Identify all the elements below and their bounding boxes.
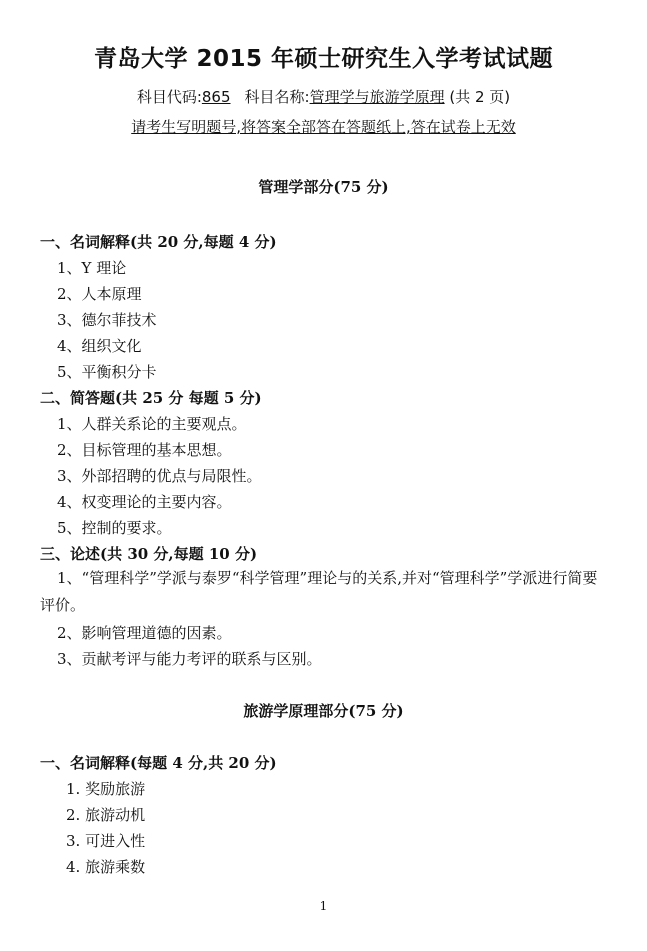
list-item: 3、外部招聘的优点与局限性。 <box>57 467 262 485</box>
list-item: 2、目标管理的基本思想。 <box>57 441 232 459</box>
exam-title: 青岛大学 2015 年硕士研究生入学考试试题 <box>93 46 554 72</box>
list-item: 3、德尔菲技术 <box>57 311 157 329</box>
subject-code-label: 科目代码: <box>136 88 202 106</box>
list-item: 5、控制的要求。 <box>57 519 172 537</box>
list-item: 1、Y 理论 <box>57 259 127 277</box>
list-item: 3、贡献考评与能力考评的联系与区别。 <box>57 650 322 668</box>
question-heading-short-answer: 二、简答题(共 25 分 每题 5 分) <box>40 389 262 407</box>
list-item: 2、影响管理道德的因素。 <box>57 624 232 642</box>
section-title-tourism: 旅游学原理部分(75 分) <box>243 702 404 720</box>
subject-name: 管理学与旅游学原理 <box>309 88 445 106</box>
list-item: 4、权变理论的主要内容。 <box>57 493 232 511</box>
list-item: 4. 旅游乘数 <box>66 858 146 876</box>
subject-code: 865 <box>201 88 231 106</box>
page-count: (共 2 页) <box>449 88 511 106</box>
list-item: 1、人群关系论的主要观点。 <box>57 415 247 433</box>
list-item: 2、人本原理 <box>57 285 142 303</box>
subject-line <box>0 86 647 107</box>
list-item: 5、平衡积分卡 <box>57 363 157 381</box>
exam-notice: 请考生写明题号,将答案全部答在答题纸上,答在试卷上无效 <box>131 118 516 136</box>
list-item: 1. 奖励旅游 <box>66 780 146 798</box>
section-title-management: 管理学部分(75 分) <box>258 178 389 196</box>
subject-name-label: 科目名称: <box>244 88 310 106</box>
list-item: 3. 可进入性 <box>66 832 146 850</box>
list-item: 2. 旅游动机 <box>66 806 146 824</box>
question-heading-essay: 三、论述(共 30 分,每题 10 分) <box>40 545 258 563</box>
question-heading-tourism-definitions: 一、名词解释(每题 4 分,共 20 分) <box>40 754 277 772</box>
page-number: 1 <box>319 899 328 913</box>
list-item: 4、组织文化 <box>57 337 142 355</box>
list-item: 1、“管理科学”学派与泰罗“科学管理”理论与的关系,并对“管理科学”学派进行简要评价。 <box>40 569 598 614</box>
question-heading-definitions: 一、名词解释(共 20 分,每题 4 分) <box>40 233 277 251</box>
